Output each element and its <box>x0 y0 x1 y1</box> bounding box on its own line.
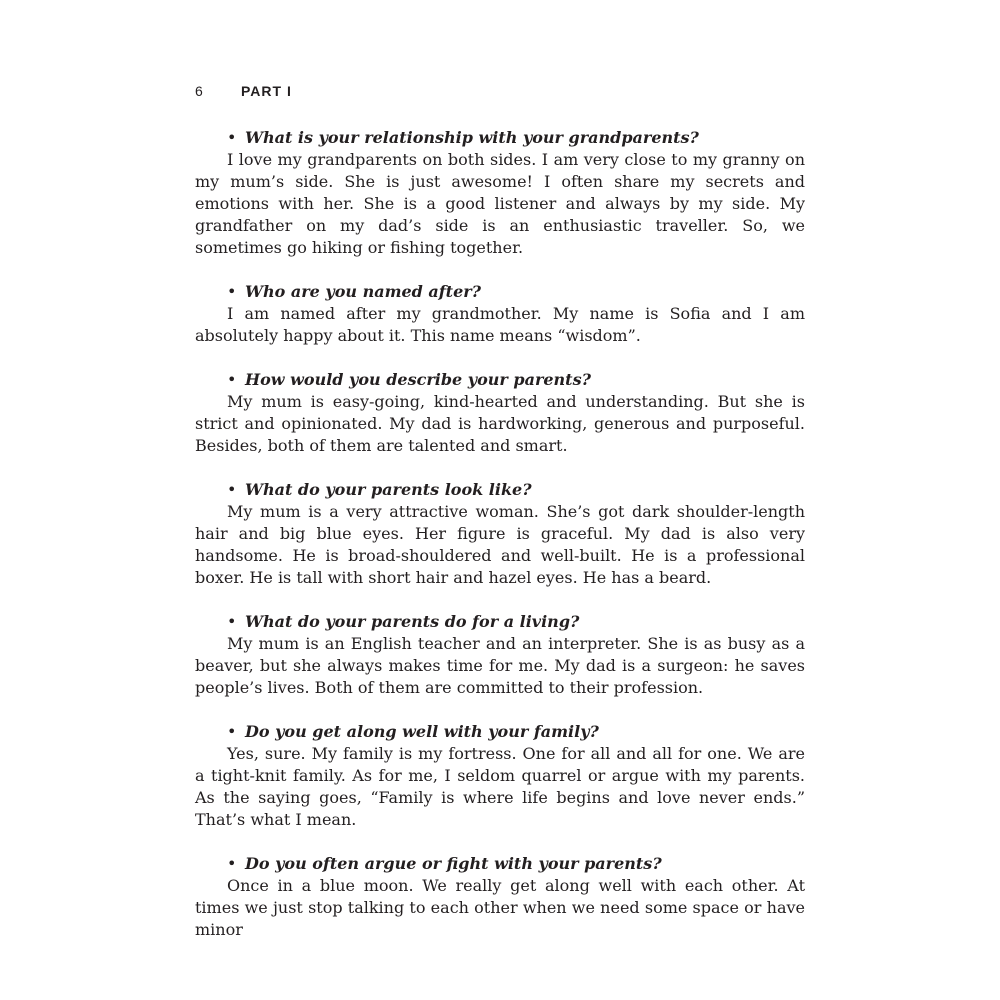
answer-paragraph: I am named after my grandmother. My name is Sofia and I am absolutely happy about it. This name means “wisdom”. <box>195 304 805 345</box>
qa-section-argue <box>195 853 805 941</box>
answer-paragraph: My mum is easy-going, kind-hearted and understanding. But she is strict and opinionated. My dad is hardworking, generous and purposeful. Besides, both of them are talented and smart. <box>195 392 805 455</box>
question-text: Do you get along well with your family? <box>245 722 599 741</box>
question-heading <box>195 721 805 743</box>
qa-section-parents-living <box>195 611 805 699</box>
question-heading <box>195 127 805 149</box>
question-heading <box>195 611 805 633</box>
question-heading <box>195 479 805 501</box>
bullet-icon: • <box>227 854 237 873</box>
question-heading <box>195 281 805 303</box>
answer-paragraph: Once in a blue moon. We really get along well with each other. At times we just stop talking to each other when we need some space or have minor <box>195 876 805 939</box>
qa-section-parents-look <box>195 479 805 589</box>
page-number: 6 <box>195 83 203 99</box>
bullet-icon: • <box>227 370 237 389</box>
bullet-icon: • <box>227 722 237 741</box>
question-text: Who are you named after? <box>245 282 482 301</box>
qa-section-grandparents <box>195 127 805 259</box>
body-text <box>195 127 805 963</box>
answer-paragraph: My mum is a very attractive woman. She’s got dark shoulder-length hair and big blue eyes. Her figure is graceful. My dad is also very handsome. He is broad-shouldered and well-built. He is a professional boxer. He is tall with short hair and hazel eyes. He has a beard. <box>195 502 805 587</box>
question-text: Do you often argue or fight with your parents? <box>245 854 662 873</box>
question-text: What do your parents look like? <box>245 480 532 499</box>
answer-paragraph: Yes, sure. My family is my fortress. One for all and all for one. We are a tight-knit family. As for me, I seldom quarrel or argue with my parents. As the saying goes, “Family is where life begins and love never ends.” That’s what I mean. <box>195 744 805 829</box>
qa-section-get-along <box>195 721 805 831</box>
answer-paragraph: My mum is an English teacher and an interpreter. She is as busy as a beaver, but she always makes time for me. My dad is a surgeon: he saves people’s lives. Both of them are committed to their profession. <box>195 634 805 697</box>
question-text: What do your parents do for a living? <box>245 612 580 631</box>
bullet-icon: • <box>227 282 237 301</box>
bullet-icon: • <box>227 128 237 147</box>
qa-section-named-after <box>195 281 805 347</box>
qa-section-describe-parents <box>195 369 805 457</box>
question-text: What is your relationship with your grandparents? <box>245 128 699 147</box>
part-label: PART I <box>241 83 292 99</box>
bullet-icon: • <box>227 612 237 631</box>
running-head <box>195 82 292 100</box>
bullet-icon: • <box>227 480 237 499</box>
question-heading <box>195 853 805 875</box>
question-text: How would you describe your parents? <box>245 370 591 389</box>
question-heading <box>195 369 805 391</box>
answer-paragraph: I love my grandparents on both sides. I am very close to my granny on my mum’s side. She is just awesome! I often share my secrets and emotions with her. She is a good listener and always by my side. My grandfather on my dad’s side is an enthusiastic traveller. So, we sometimes go hiking or fishing together. <box>195 150 805 257</box>
